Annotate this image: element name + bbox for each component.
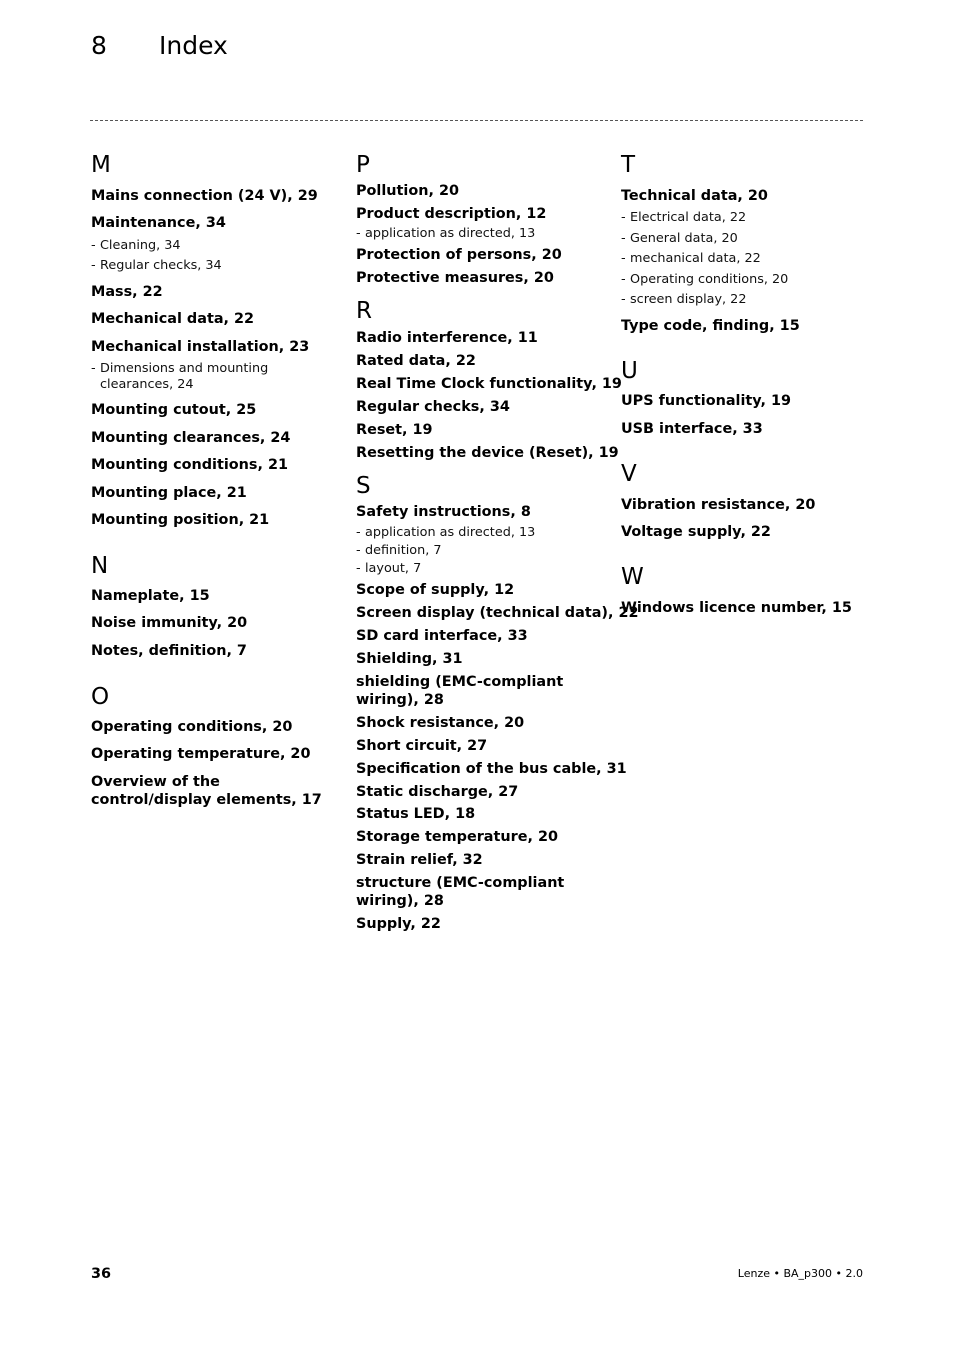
index-entry[interactable]: Vibration resistance, 20 xyxy=(621,497,816,513)
index-letter-v: V xyxy=(621,461,637,487)
index-letter-n: N xyxy=(91,553,109,579)
index-entry[interactable]: Pollution, 20 xyxy=(356,183,459,199)
index-entry[interactable]: Status LED, 18 xyxy=(356,806,476,822)
index-entry[interactable]: Notes, definition, 7 xyxy=(91,643,247,659)
header-divider xyxy=(90,120,863,121)
index-entry[interactable]: Shock resistance, 20 xyxy=(356,715,525,731)
index-subentry[interactable]: - screen display, 22 xyxy=(621,292,747,307)
index-subentry[interactable]: - Operating conditions, 20 xyxy=(621,272,789,287)
index-subentry-continuation[interactable]: clearances, 24 xyxy=(100,377,194,392)
index-entry[interactable]: Mounting clearances, 24 xyxy=(91,430,291,446)
index-entry[interactable]: Shielding, 31 xyxy=(356,651,463,667)
index-entry[interactable]: SD card interface, 33 xyxy=(356,628,528,644)
index-entry[interactable]: Mains connection (24 V), 29 xyxy=(91,188,318,204)
index-entry[interactable]: Noise immunity, 20 xyxy=(91,615,248,631)
index-entry[interactable]: Mechanical data, 22 xyxy=(91,311,255,327)
page-number: 36 xyxy=(91,1266,112,1282)
index-subentry[interactable]: - Electrical data, 22 xyxy=(621,210,747,225)
index-entry[interactable]: Reset, 19 xyxy=(356,422,433,438)
index-subentry[interactable]: - mechanical data, 22 xyxy=(621,251,761,266)
index-entry[interactable]: Protective measures, 20 xyxy=(356,270,554,286)
index-letter-w: W xyxy=(621,564,644,590)
index-entry[interactable]: Mounting conditions, 21 xyxy=(91,457,288,473)
index-subentry[interactable]: - Regular checks, 34 xyxy=(91,258,222,273)
index-letter-t: T xyxy=(621,152,636,178)
index-entry[interactable]: UPS functionality, 19 xyxy=(621,393,792,409)
chapter-title: Index xyxy=(159,31,228,60)
index-entry[interactable]: Technical data, 20 xyxy=(621,188,768,204)
index-entry[interactable]: Mounting place, 21 xyxy=(91,485,247,501)
index-letter-p: P xyxy=(356,152,370,178)
index-letter-r: R xyxy=(356,298,372,324)
index-entry[interactable]: Strain relief, 32 xyxy=(356,852,483,868)
index-entry[interactable]: Windows licence number, 15 xyxy=(621,600,852,616)
index-letter-u: U xyxy=(621,358,638,384)
index-entry[interactable]: Product description, 12 xyxy=(356,206,547,222)
index-entry[interactable]: structure (EMC-compliant wiring), 28 xyxy=(356,875,565,909)
index-subentry[interactable]: - General data, 20 xyxy=(621,231,738,246)
index-entry[interactable]: Static discharge, 27 xyxy=(356,784,519,800)
index-entry[interactable]: Short circuit, 27 xyxy=(356,738,488,754)
index-entry[interactable]: Mounting cutout, 25 xyxy=(91,402,257,418)
index-entry[interactable]: Operating temperature, 20 xyxy=(91,746,311,762)
index-entry[interactable]: Resetting the device (Reset), 19 xyxy=(356,445,619,461)
index-entry[interactable]: Operating conditions, 20 xyxy=(91,719,293,735)
index-entry[interactable]: Nameplate, 15 xyxy=(91,588,210,604)
index-entry[interactable]: Storage temperature, 20 xyxy=(356,829,558,845)
index-letter-m: M xyxy=(91,152,111,178)
index-subentry[interactable]: - layout, 7 xyxy=(356,561,422,576)
index-letter-s: S xyxy=(356,473,371,499)
index-letter-o: O xyxy=(91,684,110,710)
document-reference: Lenze • BA_p300 • 2.0 xyxy=(737,1267,863,1280)
index-entry[interactable]: Supply, 22 xyxy=(356,916,441,932)
index-entry[interactable]: Regular checks, 34 xyxy=(356,399,510,415)
index-entry[interactable]: Type code, finding, 15 xyxy=(621,318,800,334)
index-entry[interactable]: Overview of the control/display elements, 17 xyxy=(91,774,322,808)
index-entry[interactable]: USB interface, 33 xyxy=(621,421,763,437)
chapter-heading xyxy=(91,30,228,62)
index-entry[interactable]: Real Time Clock functionality, 19 xyxy=(356,376,622,392)
index-entry[interactable]: Scope of supply, 12 xyxy=(356,582,515,598)
index-subentry[interactable]: - application as directed, 13 xyxy=(356,226,536,241)
index-entry[interactable]: Maintenance, 34 xyxy=(91,215,226,231)
index-subentry[interactable]: - Dimensions and mounting xyxy=(91,361,269,376)
index-entry[interactable]: Screen display (technical data), 22 xyxy=(356,605,639,621)
index-subentry[interactable]: - Cleaning, 34 xyxy=(91,238,181,253)
index-subentry[interactable]: - definition, 7 xyxy=(356,543,442,558)
index-subentry[interactable]: - application as directed, 13 xyxy=(356,525,536,540)
chapter-number: 8 xyxy=(91,31,107,60)
index-entry[interactable]: Protection of persons, 20 xyxy=(356,247,562,263)
index-entry[interactable]: Radio interference, 11 xyxy=(356,330,538,346)
index-entry[interactable]: Mechanical installation, 23 xyxy=(91,339,310,355)
index-entry[interactable]: Rated data, 22 xyxy=(356,353,476,369)
index-entry[interactable]: Voltage supply, 22 xyxy=(621,524,771,540)
index-entry[interactable]: shielding (EMC-compliant wiring), 28 xyxy=(356,674,564,708)
index-entry[interactable]: Safety instructions, 8 xyxy=(356,504,531,520)
index-entry[interactable]: Mounting position, 21 xyxy=(91,512,270,528)
index-entry[interactable]: Specification of the bus cable, 31 xyxy=(356,761,627,777)
index-entry[interactable]: Mass, 22 xyxy=(91,284,163,300)
